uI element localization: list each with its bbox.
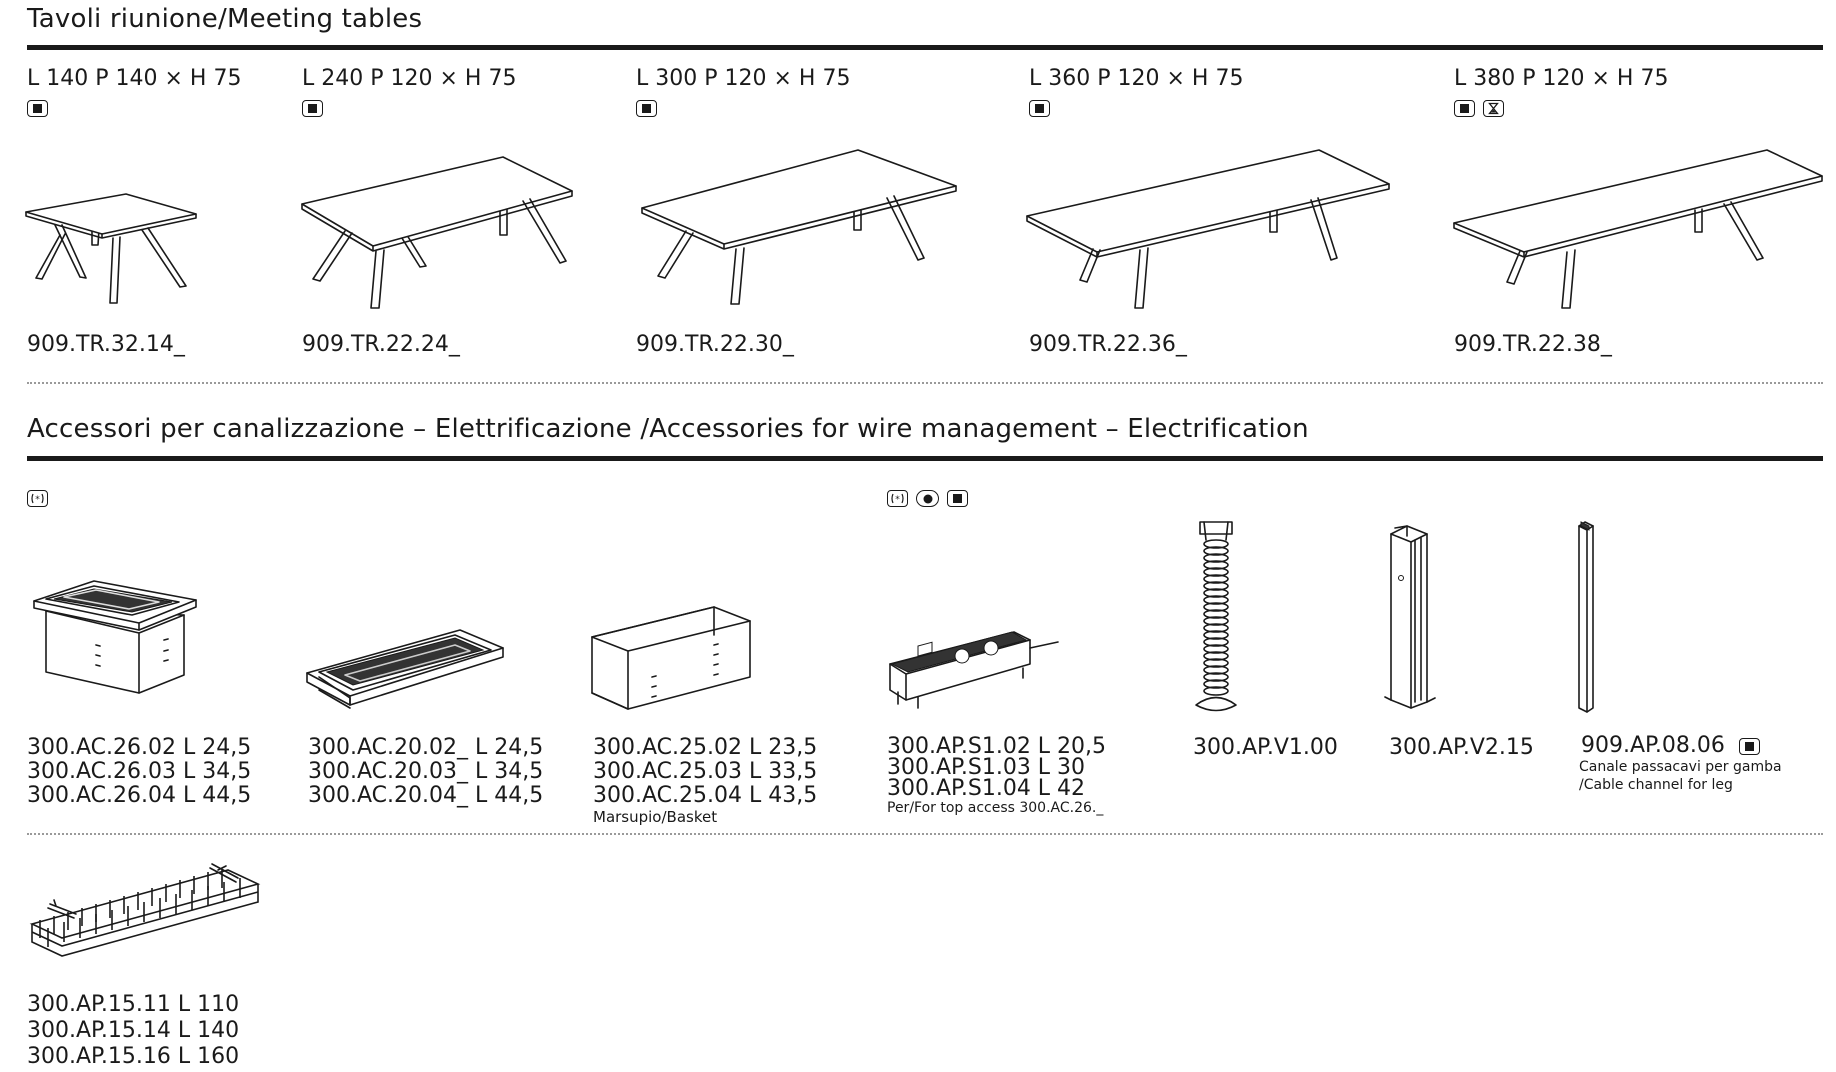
dot-filled-icon	[916, 490, 939, 507]
flip-box-drawing	[34, 575, 204, 695]
accessory-code: 300.AP.15.16 L 160	[27, 1044, 240, 1069]
accessory-code: 300.AC.20.02_ L 24,5	[308, 735, 544, 760]
basket-drawing	[590, 605, 750, 715]
section-divider	[27, 456, 1823, 461]
accessory-note: Per/For top access 300.AC.26._	[887, 800, 1104, 816]
svg-text:*: *	[895, 495, 900, 505]
accessory-code: 300.AC.26.02 L 24,5	[27, 735, 252, 760]
cable-tray-drawing	[28, 862, 268, 972]
accessory-codes	[593, 736, 817, 826]
section-divider	[27, 45, 1823, 50]
accessory-codes	[1581, 734, 1782, 794]
table-drawing-240	[300, 155, 580, 315]
table-code: 909.TR.22.24_	[302, 332, 460, 357]
table-code: 909.TR.32.14_	[27, 332, 185, 357]
star-circle-icon	[27, 490, 48, 507]
square-filled-icon	[636, 100, 657, 117]
hourglass-icon	[1483, 100, 1504, 117]
accessory-code: 300.AP.V1.00	[1193, 735, 1338, 760]
accessory-codes	[27, 992, 239, 1070]
accessory-note: Canale passacavi per gamba	[1579, 759, 1782, 775]
accessory-code: 300.AP.S1.02 L 20,5	[887, 734, 1107, 759]
accessory-code: 300.AC.25.02 L 23,5	[593, 735, 818, 760]
table-drawing-140	[20, 185, 200, 305]
accessory-codes	[887, 736, 1106, 817]
section-title-meeting-tables: Tavoli riunione/Meeting tables	[27, 4, 423, 34]
accessory-codes	[308, 736, 543, 808]
accessory-note: Marsupio/Basket	[593, 808, 718, 826]
finish-badges	[27, 490, 48, 507]
table-dims: L 140 P 140 × H 75	[27, 66, 242, 91]
power-strip-drawing	[888, 620, 1058, 710]
accessory-code: 909.AP.08.06	[1581, 733, 1725, 758]
square-filled-icon	[947, 490, 968, 507]
finish-badges	[1454, 100, 1504, 117]
vertical-channel-drawing	[1385, 522, 1445, 714]
leg-cable-channel-drawing	[1575, 520, 1605, 715]
flip-tray-drawing	[305, 630, 505, 710]
svg-text:*: *	[35, 495, 40, 505]
square-filled-icon	[1454, 100, 1475, 117]
square-filled-icon	[1739, 738, 1760, 755]
table-code: 909.TR.22.36_	[1029, 332, 1187, 357]
accessory-code: 300.AC.25.04 L 43,5	[593, 783, 818, 808]
accessory-code: 300.AC.26.03 L 34,5	[27, 759, 252, 784]
accessory-code: 300.AC.20.03_ L 34,5	[308, 759, 544, 784]
table-dims: L 360 P 120 × H 75	[1029, 66, 1244, 91]
accessory-code: 300.AC.20.04_ L 44,5	[308, 783, 544, 808]
table-drawing-360	[1025, 148, 1395, 313]
cable-spine-drawing	[1192, 520, 1252, 715]
accessory-code: 300.AP.S1.03 L 30	[887, 755, 1086, 780]
table-dims: L 300 P 120 × H 75	[636, 66, 851, 91]
accessory-codes	[27, 736, 251, 808]
accessory-code: 300.AP.S1.04 L 42	[887, 776, 1086, 801]
table-drawing-380	[1452, 148, 1832, 313]
accessory-code: 300.AP.V2.15	[1389, 735, 1534, 760]
finish-badges	[636, 100, 657, 117]
table-dims: L 240 P 120 × H 75	[302, 66, 517, 91]
accessory-code: 300.AC.25.03 L 33,5	[593, 759, 818, 784]
star-circle-icon	[887, 490, 908, 507]
dotted-divider	[27, 833, 1823, 835]
table-dims: L 380 P 120 × H 75	[1454, 66, 1669, 91]
finish-badges	[27, 100, 48, 117]
square-filled-icon	[1029, 100, 1050, 117]
finish-badges	[1029, 100, 1050, 117]
section-title-wire-management: Accessori per canalizzazione – Elettrificazione /Accessories for wire management – Electrification	[27, 414, 1309, 444]
table-code: 909.TR.22.38_	[1454, 332, 1612, 357]
accessory-code: 300.AC.26.04 L 44,5	[27, 783, 252, 808]
square-filled-icon	[27, 100, 48, 117]
table-code: 909.TR.22.30_	[636, 332, 794, 357]
dotted-divider	[27, 382, 1823, 384]
accessory-code: 300.AP.15.14 L 140	[27, 1018, 240, 1043]
finish-badges	[887, 490, 968, 507]
finish-badges	[302, 100, 323, 117]
accessory-code: 300.AP.15.11 L 110	[27, 992, 240, 1017]
square-filled-icon	[302, 100, 323, 117]
table-drawing-300	[638, 148, 958, 308]
accessory-note: /Cable channel for leg	[1579, 777, 1733, 793]
